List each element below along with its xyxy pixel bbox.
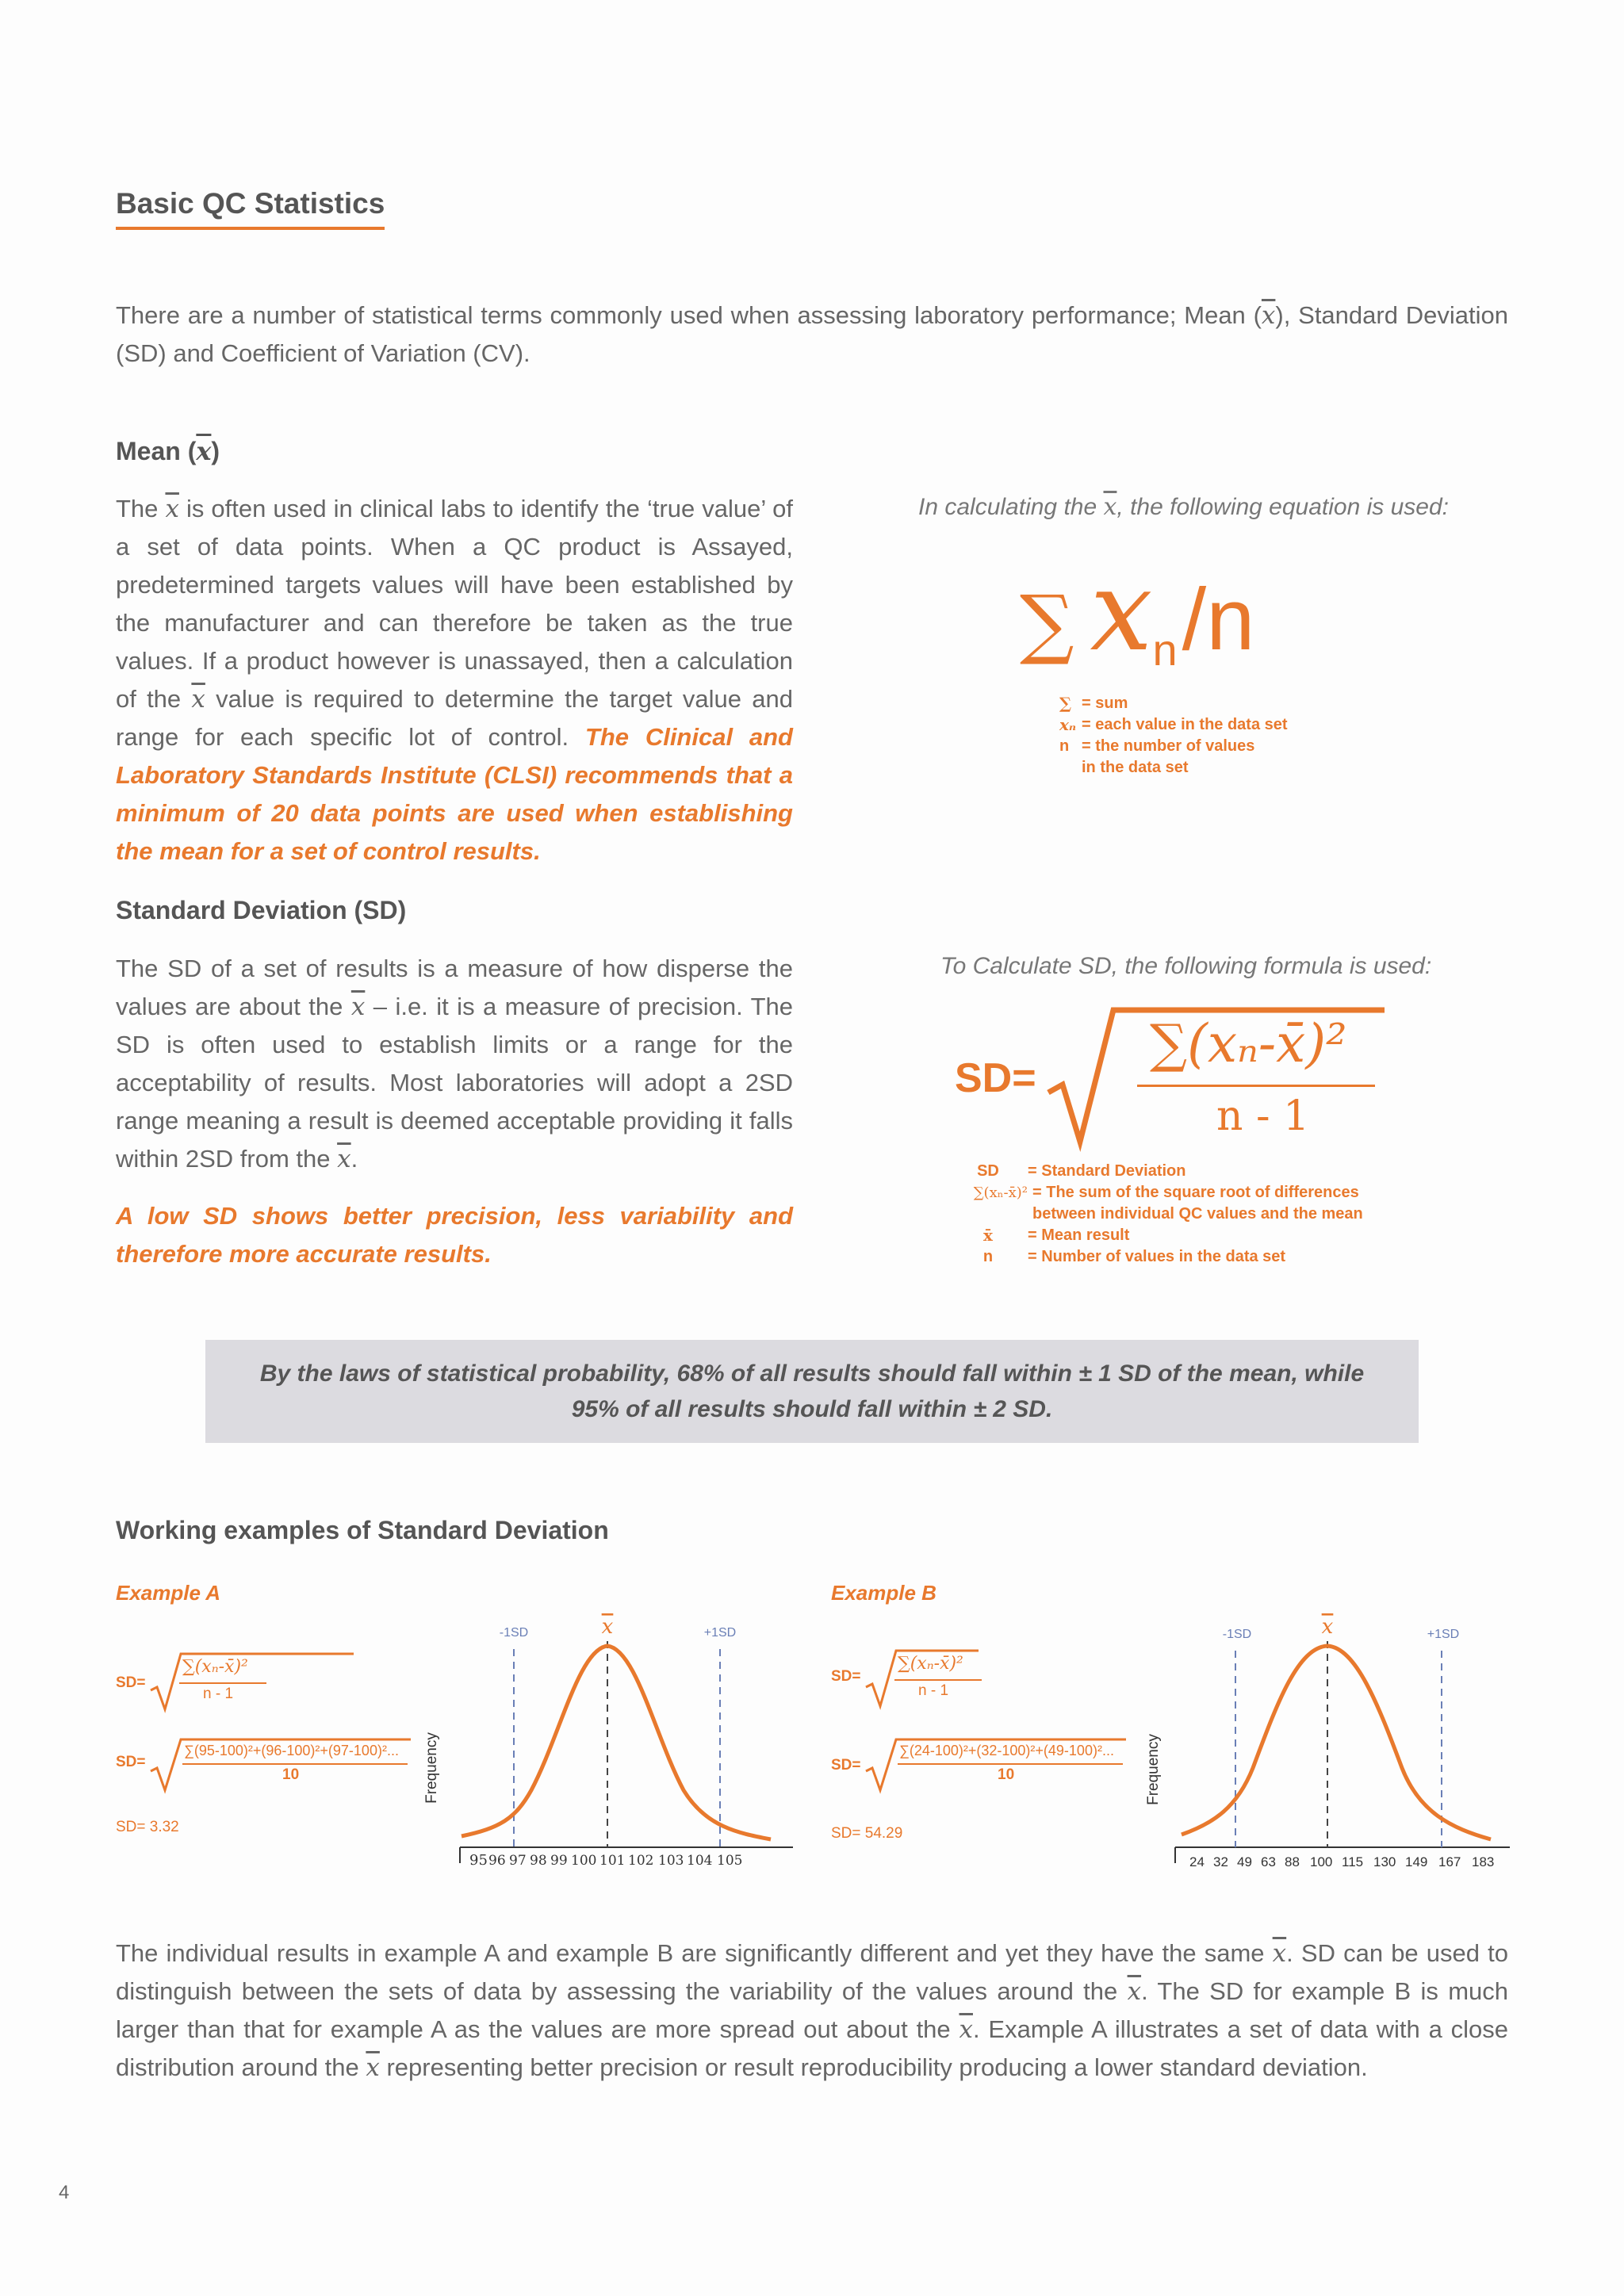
tick-label: 130 [1373,1854,1396,1869]
mean-symbol: $\overline{x}$ [1127,1977,1142,2006]
tick-label: 96 [488,1853,506,1869]
tick-label: 105 [717,1853,743,1869]
mean-symbol: $\overline{x}$ [191,685,205,714]
example-b-chart [1126,1609,1522,1879]
tick-label: 102 [628,1853,654,1869]
sd-heading: Standard Deviation (SD) [116,896,407,924]
mean-label: x [1321,1615,1334,1639]
example-b-calc: SD= ∑(24-100)²+(32-100)²+(49-100)²... 10 [831,1736,1148,1800]
mean-symbol: $\overline{x}$ [337,1145,351,1173]
tick-label: 167 [1438,1854,1461,1869]
example-a-chart [412,1609,809,1879]
legend-row: n = Number of values in the data set [982,1248,1286,1265]
tick-label: 103 [658,1853,684,1869]
x-tick-labels [1189,1854,1494,1869]
example-b-label: Example B [831,1581,936,1605]
example-b-formula: SD= ∑(xₙ-x̄)² n - 1 [831,1647,1132,1711]
x-tick-labels [469,1852,742,1869]
example-a-result: SD= 3.32 [116,1819,179,1835]
tick-label: 98 [530,1853,547,1869]
tick-label: 104 [687,1853,713,1869]
tick-label: 49 [1237,1854,1252,1869]
fraction-bar [179,1682,266,1684]
sd-formula: SD= ∑(xₙ-x̄)² n - 1 [955,1005,1399,1156]
example-a-calc: SD= ∑(95-100)²+(96-100)²+(97-100)²... 10 [116,1736,433,1800]
fraction-bar [182,1763,408,1765]
intro-paragraph: There are a number of statistical terms commonly used when assessing laboratory performance; Mean $(\overline{x})$, Standard Deviation (SD) and Coefficient of Variation (CV). [116,301,1508,367]
legend-row: SD = Standard Deviation [977,1162,1186,1180]
bell-curve [1182,1646,1491,1839]
plus-sd-label: +1SD [1427,1628,1460,1641]
sd-equation-caption: To Calculate SD, the following formula is used: [940,953,1432,979]
clsi-recommendation: The Clinical and Laboratory Standards Institute (CLSI) recommends that a minimum of 20 data points are used when establishing the mean for a set of control results. [116,723,793,865]
probability-callout: By the laws of statistical probability, 68% of all results should fall within ± 1 SD of the mean, while 95% of all results should fall within ± 2 SD. [205,1340,1419,1443]
mean-symbol: $\overline{x}$ [1272,1939,1287,1968]
mean-paragraph: The $\overline{x}$ is often used in clinical labs to identify the ‘true value’ of a set of data points. When a QC product is Assayed, predetermined targets values will have been established by the manufacturer and can therefore be taken as the true values. If a product however is unassayed, then a calculation of the $\overline{x}$ value is required to determine the target value and range for each specific lot of control. The Clinical and Laboratory Standards Institute (CLSI) recommends that a minimum of 20 data points are used when establishing the mean for a set of control results. [116,495,793,865]
sd-paragraph: The SD of a set of results is a measure of how disperse the values are about the $\overline{x} - i.e$. it is a measure of precision. The SD is often used to establish limits or a range for the acceptability of results. Most laboratories will adopt a 2SD range meaning a result is deemed acceptable providing it falls within 2SD from the $\overline{x}$. [116,955,793,1173]
tick-label: 99 [550,1853,568,1869]
mean-symbol: $\overline{x}$ [1103,493,1117,521]
tick-label: 97 [509,1853,527,1869]
mean-label: x [601,1615,614,1639]
tick-label: 101 [599,1853,626,1869]
examples-heading: Working examples of Standard Deviation [116,1516,609,1544]
example-b-result: SD= 54.29 [831,1825,903,1842]
legend-row: xₙ = each value in the data set [1059,715,1288,734]
tick-label: 149 [1405,1854,1428,1869]
y-axis-label: Frequency [1145,1734,1162,1805]
minus-sd-label: -1SD [499,1626,529,1640]
mean-symbol: $\overline{x}$ [196,436,212,466]
fraction-bar [898,1763,1123,1765]
closing-paragraph: The individual results in example A and example B are significantly different and yet they have the same $\overline{x}$. SD can be used to distinguish between the sets of data by assessing the variability of the values around the $\overline{x}$. The SD for example B is much larger than that for example A as the values are more spread out about the $\overline{x}$. Example A illustrates a set of data with a close distribution around the $\overline{x}$ representing better precision or result reproducibility producing a lower standard deviation. [116,1939,1509,2082]
tick-label: 183 [1472,1854,1495,1869]
bell-curve [462,1646,771,1839]
mean-symbol: $\overline{x}$ [959,2015,973,2044]
tick-label: 24 [1189,1854,1205,1869]
mean-heading: Mean $(\overline{x})$ [116,436,220,466]
legend-row: x̄ = Mean result [983,1226,1130,1245]
mean-formula-legend [1059,693,1321,779]
tick-label: 32 [1213,1854,1228,1869]
y-axis-label: Frequency [423,1732,440,1804]
plus-sd-label: +1SD [703,1626,737,1640]
tick-label: 100 [571,1853,597,1869]
fraction-bar [894,1679,982,1681]
example-a-formula: SD= ∑(xₙ-x̄)² n - 1 [116,1651,417,1714]
mean-symbol: $\overline{x}$ [165,495,179,523]
mean-symbol: $\overline{x}$ [1261,301,1276,330]
square-root-icon [116,1651,417,1714]
fraction-bar [1137,1085,1375,1087]
legend-row: ∑ = sum [1059,694,1128,713]
page-number: 4 [59,2182,70,2203]
legend-row: n = the number of values in the data set [1059,737,1255,776]
mean-symbol: $\overline{x}$ [366,2053,380,2082]
mean-symbol: $\overline{x}$ [350,993,366,1021]
page-title: Basic QC Statistics [116,187,385,230]
legend-row: ∑(xₙ-x̄)² = The sum of the square root of differences between individual QC values and the mean [973,1184,1363,1223]
sd-emphasis: A low SD shows better precision, less variability and therefore more accurate results. [116,1202,793,1268]
square-root-icon [831,1647,1132,1711]
tick-label: 88 [1285,1854,1300,1869]
tick-label: 115 [1342,1854,1364,1869]
tick-label: 100 [1310,1854,1333,1869]
mean-formula: ∑ x n /n [1020,547,1255,676]
mean-equation-caption: In calculating the $\overline{x}$, the following equation is used: [918,493,1450,521]
tick-label: 95 [469,1852,488,1869]
sd-formula-legend [948,1161,1408,1268]
minus-sd-label: -1SD [1222,1628,1252,1641]
tick-label: 63 [1261,1854,1276,1869]
example-a-label: Example A [116,1581,220,1605]
